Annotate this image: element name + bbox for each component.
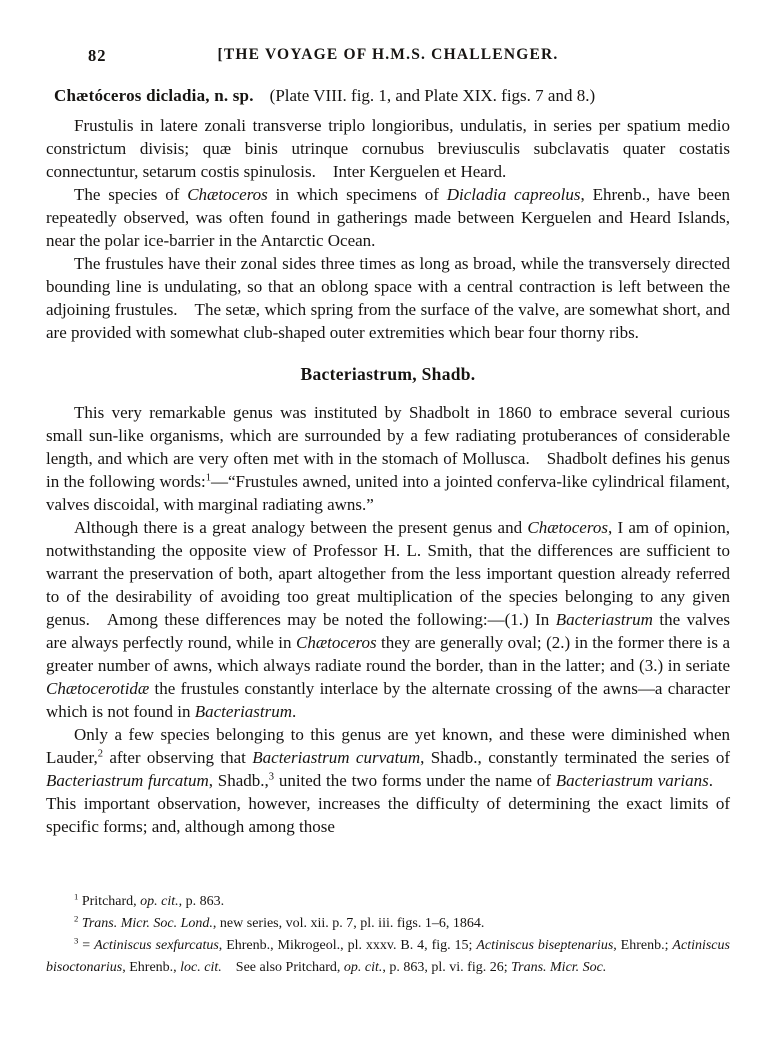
footnote: [46, 935, 730, 979]
body-content: [46, 114, 730, 838]
footnotes: [46, 891, 730, 979]
text-run: The species of: [74, 185, 188, 204]
italic-text: op. cit.: [140, 894, 179, 909]
text-run: Although there is a great analogy between the present genus and: [74, 518, 528, 537]
text-run: the frustules constantly interlace by the alternate crossing of the awns—a character which is not found in: [46, 679, 730, 721]
italic-text: Chætoceros: [295, 633, 377, 652]
footnote: [46, 913, 730, 935]
text-run: , Shadb., constantly terminated the series of: [420, 748, 730, 767]
text-run: , Ehrenb., have been repeatedly observed, was often found in gatherings made between Kerguelen and Heard Islands, near the polar ice-barrier in the Antarctic Ocean.: [46, 185, 731, 250]
text-run: Only a few species belonging to this genus are yet known, and these were diminished when Lauder,: [46, 725, 730, 767]
paragraph: [46, 183, 730, 252]
text-run: , Ehrenb.;: [613, 938, 673, 953]
running-title: [THE VOYAGE OF H.M.S. CHALLENGER.: [217, 46, 559, 63]
text-run: they are generally oval; (2.) in the former there is a greater number of awns, which always radiate round the border, than in the latter; and (3.) in seriate: [46, 633, 730, 675]
plate-reference: (Plate VIII. fig. 1, and Plate XIX. figs. 7 and 8.): [269, 86, 596, 105]
italic-text: op. cit.: [343, 960, 383, 975]
footnote-marker: 3: [74, 935, 79, 946]
text-run: the valves are always perfectly round, while in: [46, 610, 730, 652]
page-number: 82: [88, 46, 107, 65]
italic-text: Bacteriastrum curvatum: [252, 748, 421, 767]
italic-text: Chætocerotidæ: [46, 679, 150, 698]
text-run: Frustulis in latere zonali transverse triplo longioribus, undulatis, in series per spatium medio constrictum divisis; quæ binis utrinque cornubus breviusculis subclavatis quater costatis connectuntur, setarum costis spinulosis. Inter Kerguelen et Heard.: [46, 116, 730, 181]
paragraph: [46, 401, 730, 516]
running-head: [0, 46, 776, 68]
footnote: [46, 891, 730, 913]
italic-text: loc. cit.: [180, 960, 222, 975]
paragraph: [46, 516, 730, 723]
species-heading: [54, 84, 732, 107]
italic-text: Trans. Micr. Soc. Lond.: [81, 916, 213, 931]
italic-text: Bacteriastrum: [194, 702, 293, 721]
footnote-marker: 1: [205, 472, 211, 484]
text-run: , Ehrenb.,: [122, 960, 181, 975]
paragraph: [46, 114, 730, 183]
text-run: , p. 863.: [178, 894, 225, 909]
italic-text: Trans. Micr. Soc.: [511, 960, 607, 975]
italic-text: Bacteriastrum: [555, 610, 653, 629]
paragraph: [46, 252, 730, 344]
text-run: This very remarkable genus was instituted by Shadbolt in 1860 to embrace several curious small sun-like organisms, which are surrounded by a few radiating protuberances of considerable length, and which are very often met with in the stomach of Mollusca. Shadbolt defines his genus in the following words:: [46, 403, 730, 491]
paragraph: [46, 723, 730, 838]
footnote-marker: 2: [74, 913, 79, 924]
footnote-marker: 1: [74, 891, 79, 902]
text-run: —“Frustules awned, united into a jointed conferva-like cylindrical filament, valves discoidal, with marginal radiating awns.”: [46, 472, 730, 514]
italic-text: Chætoceros: [527, 518, 608, 537]
italic-text: Bacteriastrum varians: [555, 771, 709, 790]
text-run: united the two forms under the name of: [274, 771, 556, 790]
footnote-marker: 2: [97, 748, 103, 760]
italic-text: Dicladia capreolus: [446, 185, 581, 204]
text-run: , Ehrenb., Mikrogeol., pl. xxxv. B. 4, fig. 15;: [218, 938, 477, 953]
text-run: =: [78, 938, 95, 953]
italic-text: Actiniscus bisoctonarius: [46, 938, 730, 975]
italic-text: Chætoceros: [187, 185, 268, 204]
text-run: , new series, vol. xii. p. 7, pl. iii. figs. 1–6, 1864.: [212, 916, 485, 931]
text-run: , I am of opinion, notwithstanding the opposite view of Professor H. L. Smith, that the differences are sufficient to warrant the preservation of both, apart altogether from the less important question already referred to of the desirability of avoiding too great multiplication of the species belonging to any given genus. Among these differences may be noted the following:—(1.) In: [46, 518, 730, 629]
italic-text: Actiniscus biseptenarius: [476, 938, 614, 953]
italic-text: Actiniscus sexfurcatus: [94, 938, 219, 953]
italic-text: Bacteriastrum furcatum: [46, 771, 209, 790]
text-run: .: [292, 702, 297, 721]
text-run: in which specimens of: [267, 185, 447, 204]
species-name: Chætóceros dicladia, n. sp.: [54, 86, 254, 105]
text-run: after observing that: [102, 748, 253, 767]
section-heading: Bacteriastrum, Shadb.: [300, 364, 476, 384]
text-run: . This important observation, however, increases the difficulty of determining the exact limits of specific forms; and, although among those: [46, 771, 731, 836]
text-run: , p. 863, pl. vi. fig. 26;: [382, 960, 512, 975]
text-run: See also Pritchard,: [221, 960, 344, 975]
footnote-marker: 3: [268, 771, 275, 783]
text-run: The frustules have their zonal sides three times as long as broad, while the transversely directed bounding line is undulating, so that an oblong space with a central contraction is left between the adjoining frustules. The setæ, which spring from the surface of the valve, are somewhat short, and are provided with somewhat club-shaped outer extremities which bear four thorny ribs.: [46, 254, 730, 342]
text-run: Pritchard,: [78, 894, 141, 909]
text-run: , Shadb.,: [208, 771, 269, 790]
